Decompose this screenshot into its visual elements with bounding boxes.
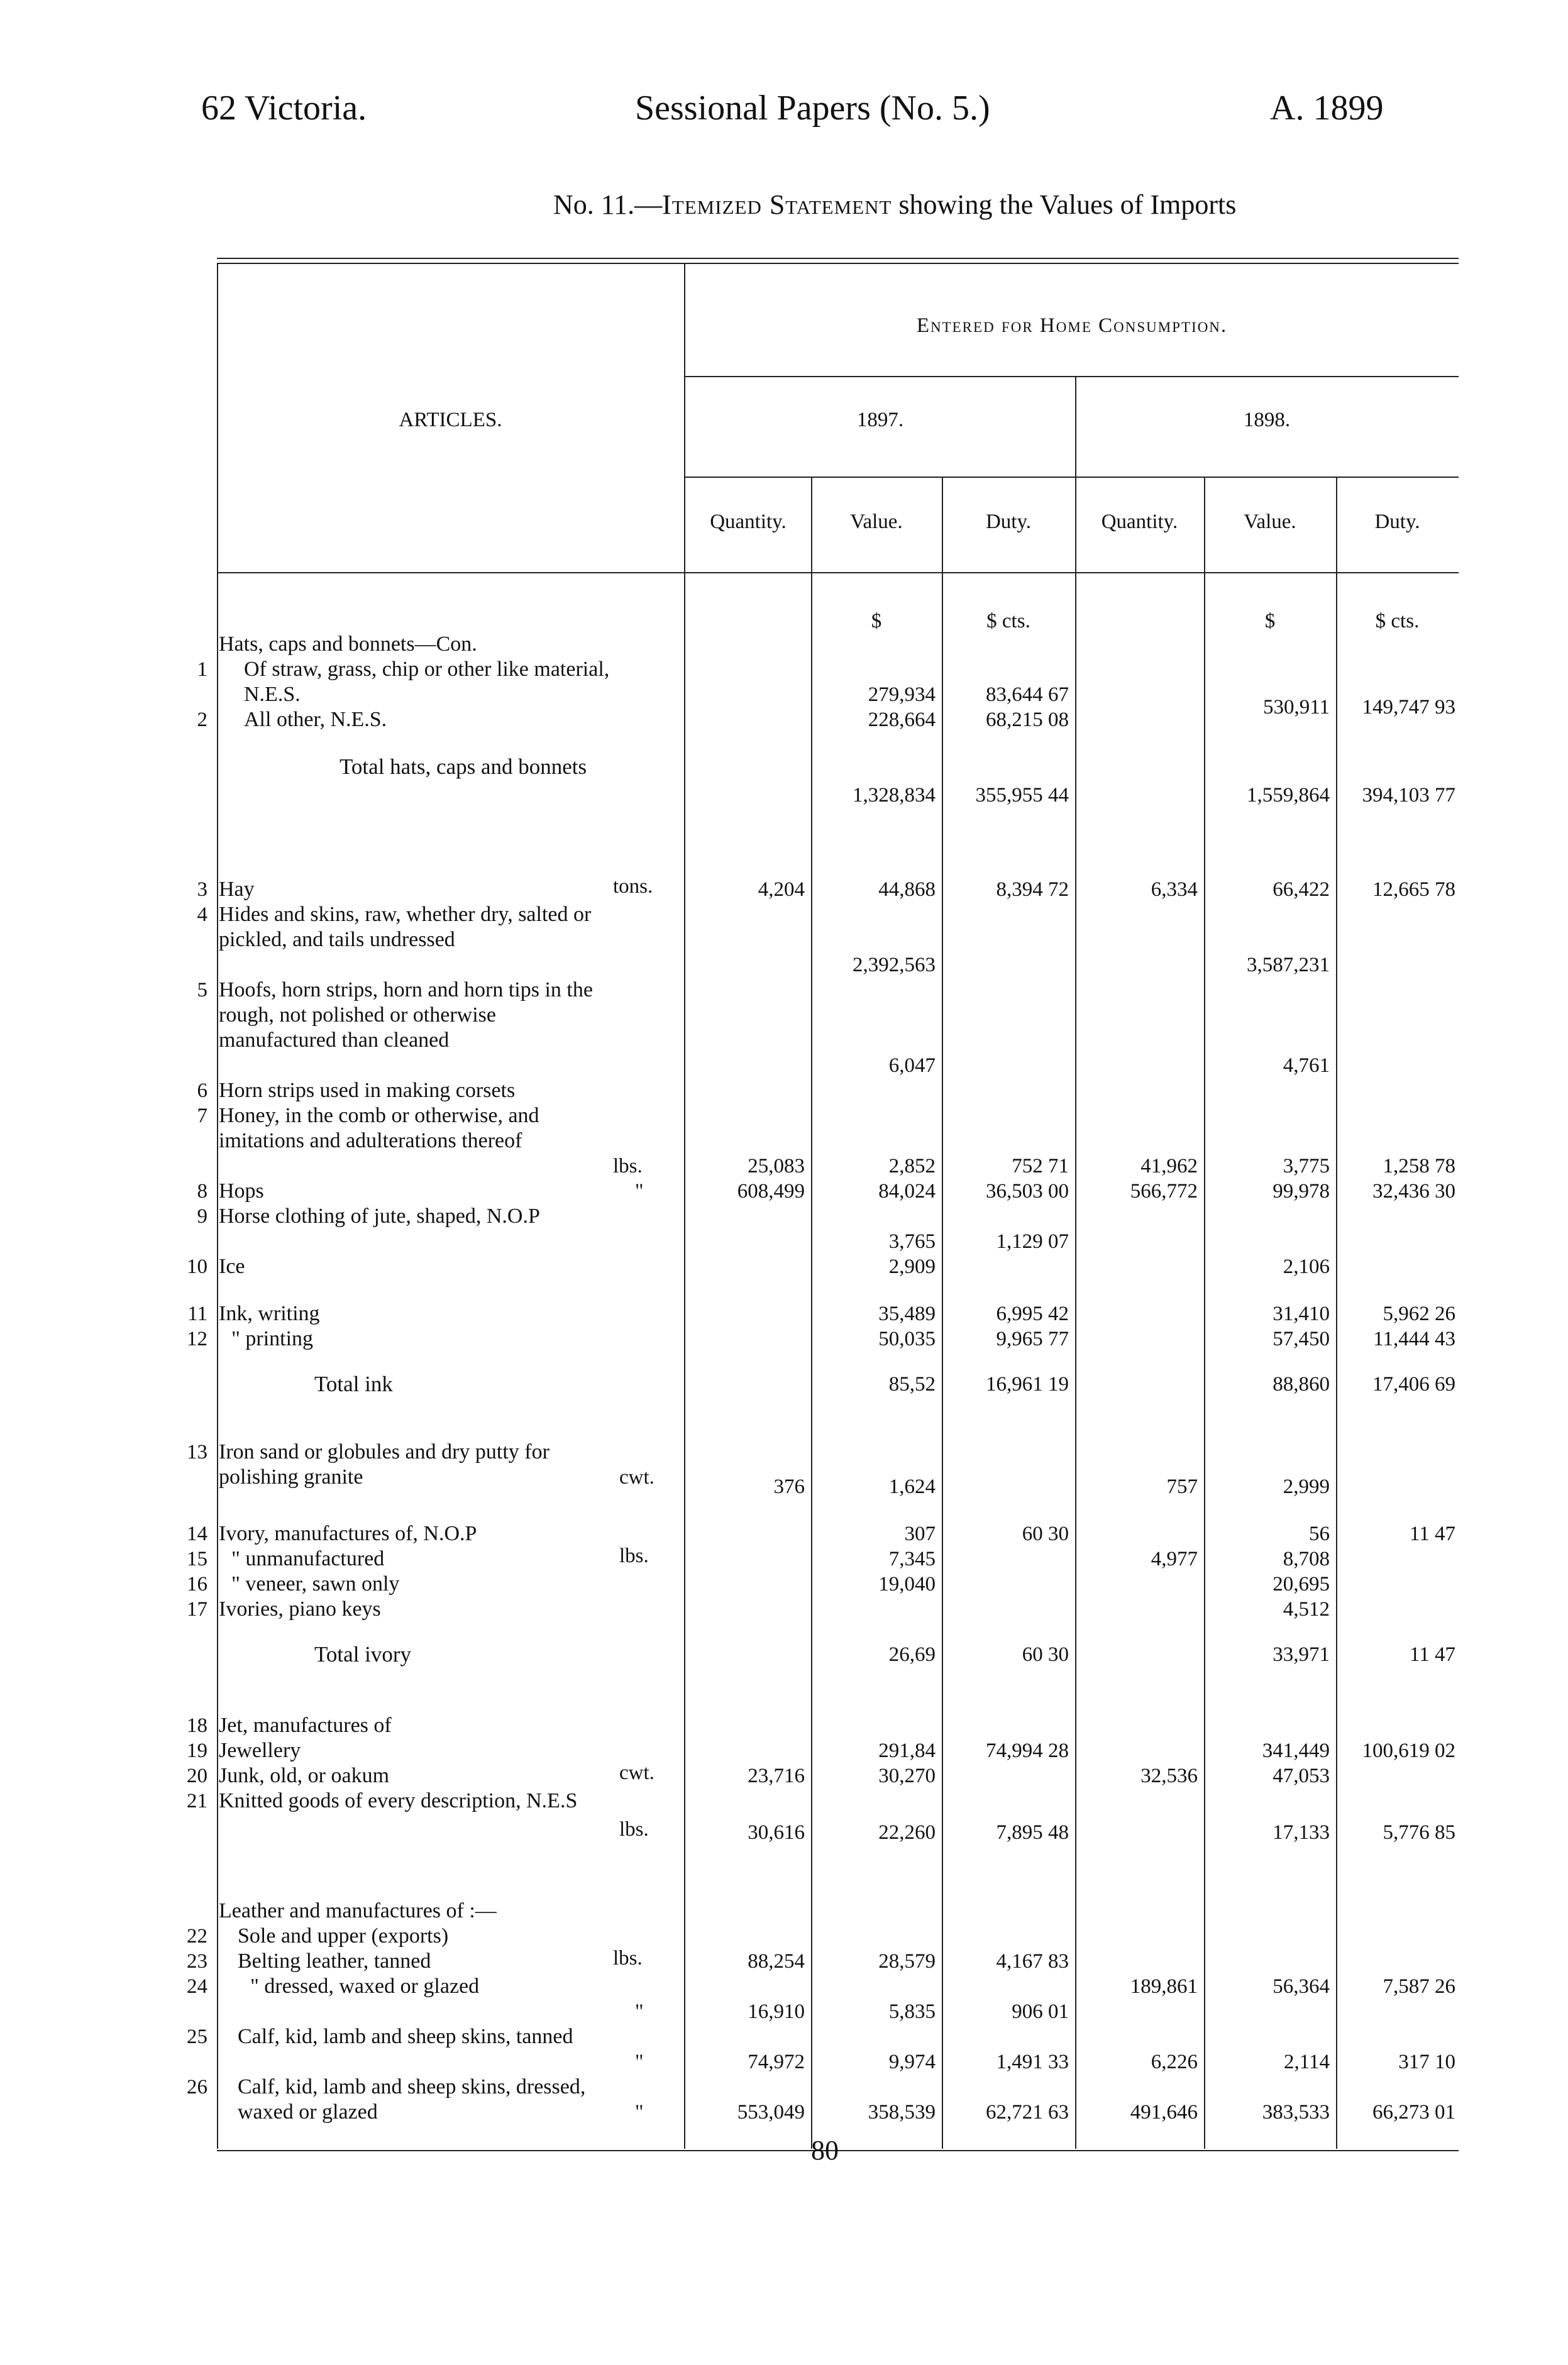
col-duty-1898: Duty. bbox=[1374, 510, 1420, 533]
line-number: 5 bbox=[197, 979, 207, 1001]
value-1897: 279,934 bbox=[868, 683, 936, 706]
value-1898: 2,106 bbox=[1283, 1255, 1330, 1278]
value-1898: 3,775 bbox=[1283, 1155, 1330, 1177]
quantity-1898: 757 bbox=[1166, 1475, 1198, 1498]
duty-1898: 11,444 43 bbox=[1373, 1328, 1455, 1350]
duty-1897: 906 01 bbox=[1012, 2000, 1069, 2023]
article-name: " printing bbox=[231, 1327, 314, 1350]
quantity-1897: 88,254 bbox=[748, 1950, 805, 1973]
quantity-1897: 16,910 bbox=[748, 2000, 805, 2023]
rule bbox=[217, 258, 1459, 259]
col-duty-1897: Duty. bbox=[985, 510, 1032, 533]
article-name: Hops bbox=[219, 1179, 264, 1203]
running-header bbox=[201, 88, 1459, 145]
quantity-1897: 608,499 bbox=[737, 1180, 805, 1203]
article-name: Ivories, piano keys bbox=[219, 1597, 381, 1621]
value-1898: 4,512 bbox=[1283, 1598, 1330, 1621]
article-name: Sole and upper (exports) bbox=[238, 1924, 449, 1948]
value-1898: 99,978 bbox=[1273, 1180, 1330, 1203]
rule bbox=[1075, 377, 1076, 2149]
total-value-1898: 33,971 bbox=[1273, 1643, 1330, 1666]
duty-1898: 32,436 30 bbox=[1372, 1180, 1455, 1203]
value-1898: 4,761 bbox=[1283, 1054, 1330, 1077]
value-1897: 2,392,563 bbox=[853, 954, 936, 976]
article-name: Ice bbox=[219, 1255, 245, 1278]
line-number: 11 bbox=[187, 1303, 207, 1325]
line-number: 16 bbox=[187, 1573, 207, 1596]
unit: " bbox=[635, 2000, 644, 2023]
quantity-1897: 25,083 bbox=[748, 1155, 805, 1177]
quantity-1898: 32,536 bbox=[1140, 1765, 1198, 1787]
duty-1897: 8,394 72 bbox=[996, 878, 1069, 901]
line-number: 15 bbox=[187, 1548, 207, 1570]
line-number: 18 bbox=[187, 1714, 207, 1737]
line-number: 17 bbox=[187, 1598, 207, 1621]
line-number: 19 bbox=[187, 1739, 207, 1762]
value-1898: 20,695 bbox=[1273, 1573, 1330, 1596]
duty-1898: 100,619 02 bbox=[1362, 1739, 1455, 1762]
duty-1897: 36,503 00 bbox=[986, 1180, 1069, 1203]
value-1898: 31,410 bbox=[1273, 1303, 1330, 1325]
section-heading: Hats, caps and bonnets—Con. bbox=[219, 632, 477, 656]
header-left: 62 Victoria. bbox=[201, 89, 367, 128]
year-1898-header: 1898. bbox=[1243, 409, 1291, 431]
article-name: Calf, kid, lamb and sheep skins, dressed, waxed or glazed bbox=[238, 2075, 586, 2124]
line-number: 26 bbox=[187, 2076, 207, 2098]
value-1898: 17,133 bbox=[1273, 1821, 1330, 1844]
statement-title: No. 11.—Itemized Statement showing the Values of Imports bbox=[553, 189, 1237, 220]
duty-1897: 74,994 28 bbox=[986, 1739, 1069, 1762]
quantity-1898: 566,772 bbox=[1130, 1180, 1198, 1203]
value-1898: 57,450 bbox=[1273, 1328, 1330, 1350]
article-name: Calf, kid, lamb and sheep skins, tanned bbox=[238, 2025, 573, 2048]
total-value-1897: 26,69 bbox=[888, 1643, 936, 1666]
value-1897: 6,047 bbox=[888, 1054, 936, 1077]
article-name: Ink, writing bbox=[219, 1302, 320, 1325]
article-name: Belting leather, tanned bbox=[238, 1949, 431, 1973]
rule bbox=[684, 263, 685, 2149]
total-value-1897: 85,52 bbox=[888, 1373, 936, 1396]
rule bbox=[685, 477, 1459, 478]
article-name: Jewellery bbox=[219, 1739, 301, 1762]
unit: " bbox=[635, 2101, 644, 2124]
value-1897: 30,270 bbox=[878, 1765, 936, 1787]
article-name: Horse clothing of jute, shaped, N.O.P bbox=[219, 1205, 540, 1228]
line-number: 13 bbox=[187, 1441, 207, 1464]
total-duty-1897: 16,961 19 bbox=[986, 1373, 1069, 1396]
duty-1898: 5,776 85 bbox=[1383, 1821, 1455, 1844]
total-value-1898: 1,559,864 bbox=[1247, 784, 1330, 807]
page-number: 80 bbox=[811, 2135, 839, 2166]
article-name: Horn strips used in making corsets bbox=[219, 1079, 516, 1102]
article-name: Hides and skins, raw, whether dry, salted or pickled, and tails undressed bbox=[219, 903, 592, 951]
value-1897: 1,624 bbox=[888, 1475, 936, 1498]
duty-1897: 7,895 48 bbox=[996, 1821, 1069, 1844]
duty-1897: 1,491 33 bbox=[996, 2051, 1069, 2073]
unit: lbs. bbox=[613, 1947, 643, 1970]
line-number: 25 bbox=[187, 2026, 207, 2048]
value-1897: 84,024 bbox=[878, 1180, 936, 1203]
total-label: Total hats, caps and bonnets bbox=[340, 754, 587, 779]
unit: tons. bbox=[613, 875, 653, 898]
header-center: Sessional Papers (No. 5.) bbox=[635, 89, 990, 128]
quantity-1898: 4,977 bbox=[1151, 1548, 1198, 1570]
quantity-1898: 189,861 bbox=[1130, 1975, 1198, 1998]
line-number: 8 bbox=[197, 1180, 207, 1203]
article-name: Ivory, manufactures of, N.O.P bbox=[219, 1522, 477, 1545]
line-number: 20 bbox=[187, 1765, 207, 1787]
total-duty-1897: 60 30 bbox=[1022, 1643, 1069, 1666]
value-1897: 2,909 bbox=[888, 1255, 936, 1278]
quantity-1897: 23,716 bbox=[748, 1765, 805, 1787]
value-1897: 358,539 bbox=[868, 2101, 936, 2124]
rule bbox=[685, 376, 1459, 377]
value-1898: 66,422 bbox=[1273, 878, 1330, 901]
col-value-1898: Value. bbox=[1244, 510, 1296, 533]
total-value-1898: 88,860 bbox=[1273, 1373, 1330, 1396]
line-number: 1 bbox=[197, 658, 207, 681]
group-header: Entered for Home Consumption. bbox=[916, 314, 1228, 337]
quantity-1898: 6,226 bbox=[1151, 2051, 1198, 2073]
unit: cwt. bbox=[619, 1761, 654, 1784]
unit: cwt. bbox=[619, 1466, 654, 1489]
quantity-1897: 376 bbox=[773, 1475, 805, 1498]
value-1897: 228,664 bbox=[868, 708, 936, 731]
quantity-1898: 41,962 bbox=[1140, 1155, 1198, 1177]
value-1897: 28,579 bbox=[878, 1950, 936, 1973]
value-1897: 2,852 bbox=[888, 1155, 936, 1177]
article-name: " unmanufactured bbox=[231, 1547, 385, 1570]
duty-1898: 7,587 26 bbox=[1383, 1975, 1455, 1998]
line-number: 10 bbox=[187, 1255, 207, 1278]
line-number: 22 bbox=[187, 1925, 207, 1948]
col-value-1897: Value. bbox=[850, 510, 903, 533]
value-1898: 56 bbox=[1309, 1523, 1330, 1545]
duty-1897: 83,644 67 bbox=[986, 683, 1069, 706]
value-1898: 3,587,231 bbox=[1247, 954, 1330, 976]
value-1897: 50,035 bbox=[878, 1328, 936, 1350]
value-1897: 9,974 bbox=[888, 2051, 936, 2073]
duty-1897: 4,167 83 bbox=[996, 1950, 1069, 1973]
quantity-1898: 491,646 bbox=[1130, 2101, 1198, 2124]
duty-1897: 1,129 07 bbox=[996, 1230, 1069, 1253]
duty-1897: 6,995 42 bbox=[996, 1303, 1069, 1325]
unit-dollar: $ bbox=[871, 610, 882, 632]
total-label: Total ivory bbox=[314, 1642, 412, 1667]
article-name: Honey, in the comb or otherwise, and imitations and adulterations thereof bbox=[219, 1104, 539, 1152]
duty-1898: 5,962 26 bbox=[1383, 1303, 1455, 1325]
article-name: Knitted goods of every description, N.E.S bbox=[219, 1789, 578, 1812]
total-duty-1898: 11 47 bbox=[1409, 1643, 1455, 1666]
line-number: 24 bbox=[187, 1975, 207, 1998]
unit-dollar-cts: $ cts. bbox=[986, 610, 1030, 632]
line-number: 12 bbox=[187, 1328, 207, 1350]
value-1898: 2,114 bbox=[1283, 2051, 1330, 2073]
value-1898: 383,533 bbox=[1262, 2101, 1330, 2124]
unit: " bbox=[635, 1180, 644, 1203]
value-1897: 5,835 bbox=[888, 2000, 936, 2023]
line-number: 3 bbox=[197, 878, 207, 901]
duty-1897: 60 30 bbox=[1022, 1523, 1069, 1545]
line-number: 23 bbox=[187, 1950, 207, 1973]
duty-1897: 68,215 08 bbox=[986, 708, 1069, 731]
total-label: Total ink bbox=[314, 1372, 393, 1396]
article-name: " dressed, waxed or glazed bbox=[250, 1975, 480, 1998]
unit: lbs. bbox=[619, 1545, 649, 1567]
unit: lbs. bbox=[619, 1818, 649, 1841]
value-1898: 47,053 bbox=[1273, 1765, 1330, 1787]
value-1898: 8,708 bbox=[1283, 1548, 1330, 1570]
value-1897: 307 bbox=[904, 1523, 936, 1545]
line-number: 4 bbox=[197, 903, 207, 926]
duty-1898: 66,273 01 bbox=[1372, 2101, 1455, 2124]
total-duty-1897: 355,955 44 bbox=[975, 784, 1069, 807]
line-number: 6 bbox=[197, 1079, 207, 1102]
duty-1898: 11 47 bbox=[1409, 1523, 1455, 1545]
quantity-1897: 74,972 bbox=[748, 2051, 805, 2073]
duty-1897: 752 71 bbox=[1012, 1155, 1069, 1177]
line-number: 7 bbox=[197, 1105, 207, 1127]
value-1898: 530,911 bbox=[1262, 696, 1330, 719]
articles-header: ARTICLES. bbox=[399, 409, 502, 431]
duty-1897: 62,721 63 bbox=[986, 2101, 1069, 2124]
duty-1898: 12,665 78 bbox=[1372, 878, 1455, 901]
article-name: Of straw, grass, chip or other like material, N.E.S. bbox=[244, 658, 610, 706]
total-duty-1898: 394,103 77 bbox=[1362, 784, 1455, 807]
line-number: 9 bbox=[197, 1205, 207, 1228]
rule bbox=[217, 572, 1459, 573]
unit: " bbox=[635, 2051, 644, 2073]
value-1897: 22,260 bbox=[878, 1821, 936, 1844]
article-name: All other, N.E.S. bbox=[244, 708, 387, 731]
article-name: Hay bbox=[219, 878, 255, 901]
line-number: 2 bbox=[197, 708, 207, 731]
duty-1898: 317 10 bbox=[1398, 2051, 1455, 2073]
quantity-1898: 6,334 bbox=[1151, 878, 1198, 901]
article-name: Hoofs, horn strips, horn and horn tips in the rough, not polished or otherwise manufactured than cleaned bbox=[219, 978, 593, 1052]
article-name: Iron sand or globules and dry putty for polishing granite bbox=[219, 1440, 549, 1489]
article-name: " veneer, sawn only bbox=[231, 1572, 400, 1596]
year-1897-header: 1897. bbox=[856, 409, 904, 431]
value-1897: 3,765 bbox=[888, 1230, 936, 1253]
line-number: 21 bbox=[187, 1790, 207, 1812]
unit: lbs. bbox=[613, 1155, 643, 1177]
value-1898: 56,364 bbox=[1273, 1975, 1330, 1998]
value-1897: 44,868 bbox=[878, 878, 936, 901]
section-heading: Leather and manufactures of :— bbox=[219, 1899, 497, 1922]
value-1898: 341,449 bbox=[1262, 1739, 1330, 1762]
quantity-1897: 4,204 bbox=[758, 878, 805, 901]
line-number: 14 bbox=[187, 1523, 207, 1545]
value-1897: 19,040 bbox=[878, 1573, 936, 1596]
rule bbox=[217, 263, 218, 2149]
total-value-1897: 1,328,834 bbox=[853, 784, 936, 807]
col-quantity-1897: Quantity. bbox=[710, 510, 787, 533]
duty-1897: 9,965 77 bbox=[996, 1328, 1069, 1350]
header-right: A. 1899 bbox=[1270, 89, 1384, 128]
value-1897: 7,345 bbox=[888, 1548, 936, 1570]
article-name: Jet, manufactures of bbox=[219, 1714, 392, 1737]
quantity-1897: 30,616 bbox=[748, 1821, 805, 1844]
unit-dollar-cts: $ cts. bbox=[1375, 610, 1420, 632]
value-1898: 2,999 bbox=[1283, 1475, 1330, 1498]
duty-1898: 149,747 93 bbox=[1362, 696, 1455, 719]
duty-1898: 1,258 78 bbox=[1383, 1155, 1455, 1177]
total-duty-1898: 17,406 69 bbox=[1372, 1373, 1455, 1396]
quantity-1897: 553,049 bbox=[737, 2101, 805, 2124]
value-1897: 291,84 bbox=[878, 1739, 936, 1762]
value-1897: 35,489 bbox=[878, 1303, 936, 1325]
unit-dollar: $ bbox=[1264, 610, 1276, 632]
article-name: Junk, old, or oakum bbox=[219, 1764, 390, 1787]
rule bbox=[217, 263, 1459, 264]
col-quantity-1898: Quantity. bbox=[1101, 510, 1178, 533]
